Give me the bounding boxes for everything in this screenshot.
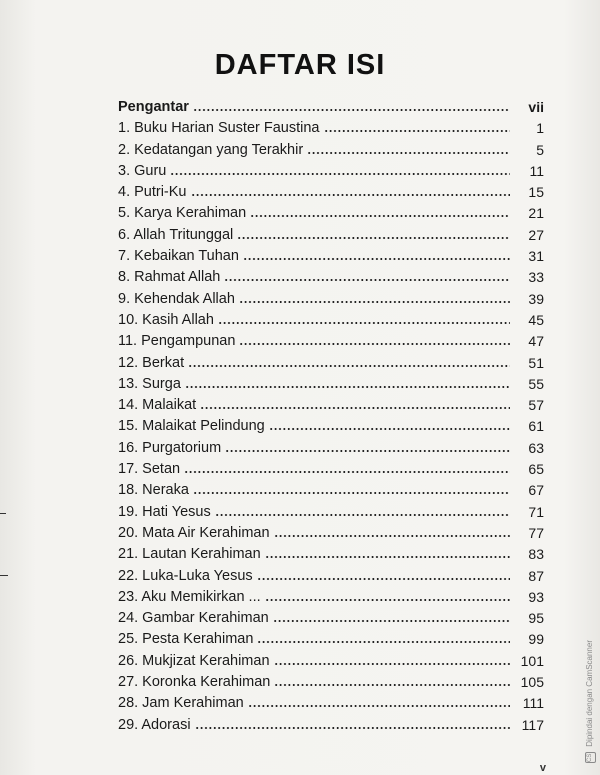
dot-leader [224,278,510,282]
dot-leader [250,214,510,218]
toc-entry[interactable] [118,286,544,307]
toc-entry[interactable] [118,159,544,180]
dot-leader [257,577,510,581]
toc-page-number: 11 [529,162,544,179]
toc-entry[interactable] [118,457,544,478]
toc-entry[interactable] [118,648,544,669]
dot-leader [265,598,510,602]
toc-page-number: 31 [528,248,544,265]
toc-entry[interactable] [118,627,544,648]
toc-entry-label: 5. Karya Kerahiman [118,205,247,222]
toc-entry-label: 7. Kebaikan Tuhan [118,248,239,265]
toc-page-number: 45 [528,311,544,328]
toc-page-number: 111 [522,695,544,712]
toc-page-number: 65 [528,461,544,478]
toc-entry-label: 4. Putri-Ku [118,184,187,201]
toc-entry-label: 3. Guru [118,162,167,179]
toc-entry-label: 10. Kasih Allah [118,311,214,328]
toc-entry[interactable] [118,585,544,606]
dot-leader [243,257,510,261]
toc-page-number: 61 [528,418,544,435]
toc-entry-label: 8. Rahmat Allah [118,269,221,286]
toc-page-number: 33 [528,269,544,286]
toc-entry-label: 2. Kedatangan yang Terakhir [118,141,304,158]
toc-entry-label: 15. Malaikat Pelindung [118,418,265,435]
dot-leader [257,640,510,644]
toc-entry-label: 16. Purgatorium [118,439,222,456]
toc-page-number: 51 [528,354,544,371]
toc-page-number: 93 [528,588,544,605]
dot-leader [200,406,510,410]
toc-entry[interactable] [118,308,544,329]
camscanner-watermark [585,640,596,763]
toc-entry-label: 21. Lautan Kerahiman [118,546,261,563]
dot-leader [191,193,511,197]
dot-leader [218,321,510,325]
dot-leader [193,108,510,112]
dot-leader [274,662,510,666]
toc-page-number: 77 [528,524,544,541]
toc-page-number: 57 [528,397,544,414]
toc-entry[interactable] [118,414,544,435]
toc-entry[interactable] [118,563,544,584]
toc-entry[interactable] [118,606,544,627]
edge-mark [0,575,8,576]
dot-leader [195,726,510,730]
toc-entry-label: 13. Surga [118,375,181,392]
dot-leader [269,427,510,431]
toc-entry[interactable] [118,521,544,542]
toc-entry[interactable] [118,137,544,158]
camscanner-icon: CS [585,752,596,763]
toc-entry[interactable] [118,478,544,499]
toc-entry-label: 17. Setan [118,461,181,478]
toc-entry-label: 27. Koronka Kerahiman [118,674,271,691]
toc-entry[interactable] [118,265,544,286]
table-of-contents [118,93,544,734]
dot-leader [273,619,510,623]
toc-entry[interactable] [118,201,544,222]
toc-page-number: vii [528,99,544,115]
toc-entry-label: 28. Jam Kerahiman [118,695,244,712]
dot-leader [307,151,510,155]
toc-entry-label: 1. Buku Harian Suster Faustina [118,120,320,137]
toc-page-number: 83 [528,546,544,563]
toc-entry-label: 26. Mukjizat Kerahiman [118,652,270,669]
toc-entry-label: 6. Allah Tritunggal [118,226,234,243]
toc-entry[interactable] [118,180,544,201]
dot-leader [170,172,510,176]
dot-leader [274,683,510,687]
toc-entry[interactable] [118,329,544,350]
toc-entry-label: 12. Berkat [118,354,185,371]
toc-page-number: 39 [528,290,544,307]
dot-leader [239,342,510,346]
toc-page-number: 71 [528,503,544,520]
dot-leader [237,236,510,240]
page-footer-number: v [539,762,546,774]
toc-page-number: 1 [536,120,544,137]
dot-leader [274,534,510,538]
dot-leader [193,491,510,495]
dot-leader [324,129,511,133]
toc-page-number: 117 [521,716,544,733]
dot-leader [225,449,510,453]
toc-page-number: 21 [528,205,544,222]
toc-entry-label: 22. Luka-Luka Yesus [118,567,253,584]
camscanner-text: Dipindai dengan CamScanner [585,640,594,747]
dot-leader [184,470,510,474]
toc-entry[interactable] [118,691,544,712]
toc-entry[interactable] [118,222,544,243]
toc-entry-label: 18. Neraka [118,482,189,499]
toc-entry-label: 14. Malaikat [118,397,197,414]
toc-entry[interactable] [118,116,544,137]
toc-page-number: 99 [528,631,544,648]
toc-page-number: 63 [528,439,544,456]
toc-entry-label: 24. Gambar Kerahiman [118,610,269,627]
toc-entry[interactable] [118,712,544,733]
toc-entry-label: 25. Pesta Kerahiman [118,631,254,648]
toc-page-number: 15 [528,184,544,201]
toc-page-number: 27 [528,226,544,243]
toc-entry[interactable] [118,435,544,456]
toc-page-number: 67 [528,482,544,499]
toc-entry[interactable] [118,244,544,265]
toc-entry-label: 11. Pengampunan [118,333,236,350]
toc-header-row[interactable] [118,93,544,116]
toc-entry[interactable] [118,393,544,414]
dot-leader [248,704,510,708]
dot-leader [215,513,510,517]
toc-entry-label: 29. Adorasi [118,716,191,733]
toc-page-number: 105 [520,674,544,691]
toc-entry-label: 19. Hati Yesus [118,503,211,520]
toc-entry-label: Pengantar [118,99,189,115]
toc-page-number: 5 [536,141,544,158]
toc-page-number: 55 [528,375,544,392]
toc-page-number: 95 [528,610,544,627]
dot-leader [239,300,510,304]
toc-entry[interactable] [118,542,544,563]
dot-leader [188,364,510,368]
toc-entry[interactable] [118,350,544,371]
toc-entry[interactable] [118,372,544,393]
toc-entry[interactable] [118,670,544,691]
toc-page-number: 101 [520,652,544,669]
toc-page-number: 87 [528,567,544,584]
toc-page-number: 47 [528,333,544,350]
toc-entry-label: 20. Mata Air Kerahiman [118,524,270,541]
toc-entry[interactable] [118,499,544,520]
toc-entry-label: 9. Kehendak Allah [118,290,235,307]
toc-entry-label: 23. Aku Memikirkan ... [118,588,261,605]
dot-leader [185,385,510,389]
edge-mark [0,513,6,514]
dot-leader [265,555,510,559]
page-title: DAFTAR ISI [214,49,386,82]
